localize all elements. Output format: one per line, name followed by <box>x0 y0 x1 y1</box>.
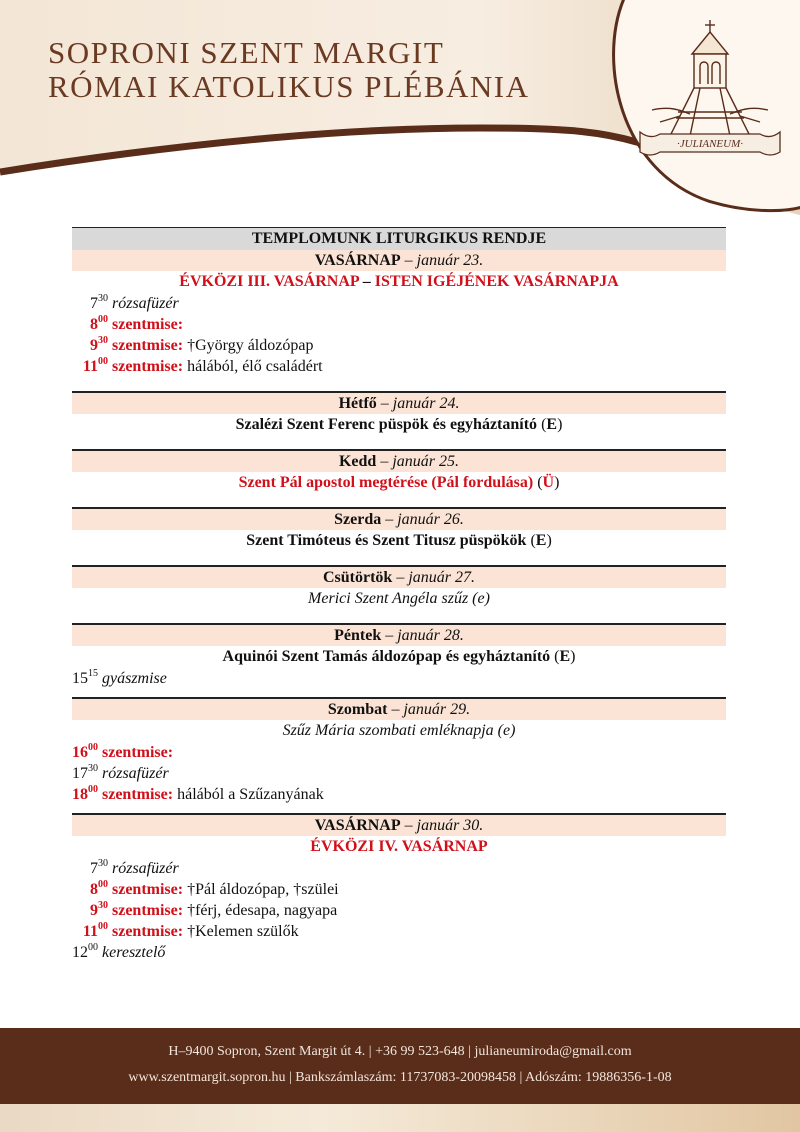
day-date: – január 29. <box>391 701 471 718</box>
mass-time: $11^{00}$ <box>82 356 108 375</box>
mass-time: $9^{30}$ <box>90 900 108 919</box>
logo-text: ·JULIANEUM· <box>677 138 743 150</box>
day-name: VASÁRNAP <box>314 252 401 269</box>
mass-row <box>72 293 726 314</box>
mass-label: rózsafüzér <box>102 765 169 782</box>
mass-row <box>72 763 726 784</box>
mass-label: gyászmise <box>102 670 167 687</box>
footer <box>0 1028 800 1104</box>
day-header <box>72 565 726 588</box>
mass-row <box>72 858 726 879</box>
day-header <box>72 250 726 271</box>
parish-title-line1: SOPRONI SZENT MARGIT <box>48 35 445 70</box>
day-header <box>72 623 726 646</box>
parish-title-line2: RÓMAI KATOLIKUS PLÉBÁNIA <box>48 69 530 104</box>
feast-dash: – <box>358 273 375 290</box>
mass-intention: †Pál áldozópap, †szülei <box>187 881 339 898</box>
mass-time: $11^{00}$ <box>82 921 108 940</box>
mass-label: szentmise: <box>102 786 174 803</box>
schedule-title: TEMPLOMUNK LITURGIKUS RENDJE <box>72 227 726 250</box>
day-date: – január 28. <box>385 627 464 644</box>
feast-title: Merici Szent Angéla szűz (e) <box>308 590 490 607</box>
mass-intention: hálából a Szűzanyának <box>177 786 324 803</box>
mass-time: $9^{30}$ <box>90 335 108 354</box>
mass-time: $7^{30}$ <box>90 293 108 312</box>
feast-title <box>72 472 726 494</box>
day-name: Csütörtök <box>322 569 393 586</box>
mass-label: szentmise: <box>112 881 184 898</box>
mass-row <box>72 742 726 763</box>
mass-row <box>72 921 726 942</box>
day-header <box>72 813 726 836</box>
footer-decorative-strip <box>0 1104 800 1132</box>
feast-title <box>72 271 726 293</box>
julianeum-logo <box>630 14 790 164</box>
mass-time: $7^{30}$ <box>90 858 108 877</box>
mass-label: keresztelő <box>102 944 166 961</box>
day-date: – január 27. <box>396 569 475 586</box>
mass-intention: †férj, édesapa, nagyapa <box>187 902 338 919</box>
mass-time: $8^{00}$ <box>90 879 108 898</box>
mass-row <box>72 314 726 335</box>
feast-part: ÉVKÖZI III. VASÁRNAP <box>179 273 359 290</box>
feast-rank: (Ü) <box>537 474 560 491</box>
mass-time: $8^{00}$ <box>90 314 108 333</box>
feast-name: Szent Pál apostol megtérése (Pál fordulása) <box>238 474 534 491</box>
mass-row <box>72 335 726 356</box>
day-header <box>72 507 726 530</box>
day-date: – január 25. <box>380 453 459 470</box>
mass-label: szentmise: <box>112 923 184 940</box>
feast-title: ÉVKÖZI IV. VASÁRNAP <box>310 838 488 855</box>
feast-name: Szent Timóteus és Szent Titusz püspökök <box>246 532 527 549</box>
day-date: – január 30. <box>404 817 484 834</box>
mass-label: szentmise: <box>112 358 184 375</box>
day-name: Hétfő <box>338 395 377 412</box>
feast-title <box>72 646 726 668</box>
mass-intention: †György áldozópap <box>187 337 314 354</box>
day-name: Szerda <box>334 511 382 528</box>
parish-title <box>48 36 530 104</box>
mass-intention: †Kelemen szülők <box>187 923 299 940</box>
day-date: – január 23. <box>404 252 484 269</box>
feast-rank: (E) <box>530 532 552 549</box>
mass-label: szentmise: <box>112 902 184 919</box>
feast-part: ISTEN IGÉJÉNEK VASÁRNAPJA <box>374 273 619 290</box>
feast-title <box>72 530 726 552</box>
liturgical-schedule <box>72 227 726 963</box>
mass-time: $17^{30}$ <box>72 763 98 782</box>
mass-time: $16^{00}$ <box>72 742 98 761</box>
mass-intention: hálából, élő családért <box>187 358 323 375</box>
mass-row <box>72 668 726 689</box>
day-header <box>72 697 726 720</box>
day-name: VASÁRNAP <box>314 817 401 834</box>
mass-label: szentmise: <box>112 337 184 354</box>
mass-label: szentmise: <box>112 316 184 333</box>
day-date: – január 24. <box>380 395 460 412</box>
feast-rank: (E) <box>541 416 563 433</box>
feast-name: Aquinói Szent Tamás áldozópap és egyháztanító <box>222 648 551 665</box>
day-header <box>72 391 726 414</box>
day-name: Szombat <box>327 701 388 718</box>
feast-rank: (E) <box>554 648 576 665</box>
mass-row <box>72 942 726 963</box>
feast-title: Szűz Mária szombati emléknapja (e) <box>282 722 516 739</box>
mass-row <box>72 879 726 900</box>
feast-title <box>72 414 726 436</box>
mass-time: $12^{00}$ <box>72 942 98 961</box>
mass-label: rózsafüzér <box>112 860 179 877</box>
day-name: Péntek <box>334 627 382 644</box>
footer-bank-info: www.szentmargit.sopron.hu | Bankszámlaszám: 11737083-20098458 | Adószám: 19886356-1-08 <box>128 1070 672 1085</box>
mass-time: $18^{00}$ <box>72 784 98 803</box>
mass-label: rózsafüzér <box>112 295 179 312</box>
mass-time: $15^{15}$ <box>72 668 98 687</box>
day-header <box>72 449 726 472</box>
feast-name: Szalézi Szent Ferenc püspök és egyháztanító <box>235 416 538 433</box>
day-date: – január 26. <box>385 511 464 528</box>
footer-contact: H–9400 Sopron, Szent Margit út 4. | +36 99 523-648 | julianeumiroda@gmail.com <box>168 1044 632 1059</box>
mass-row <box>72 900 726 921</box>
mass-label: szentmise: <box>102 744 174 761</box>
mass-row <box>72 356 726 377</box>
day-name: Kedd <box>338 453 377 470</box>
mass-row <box>72 784 726 805</box>
